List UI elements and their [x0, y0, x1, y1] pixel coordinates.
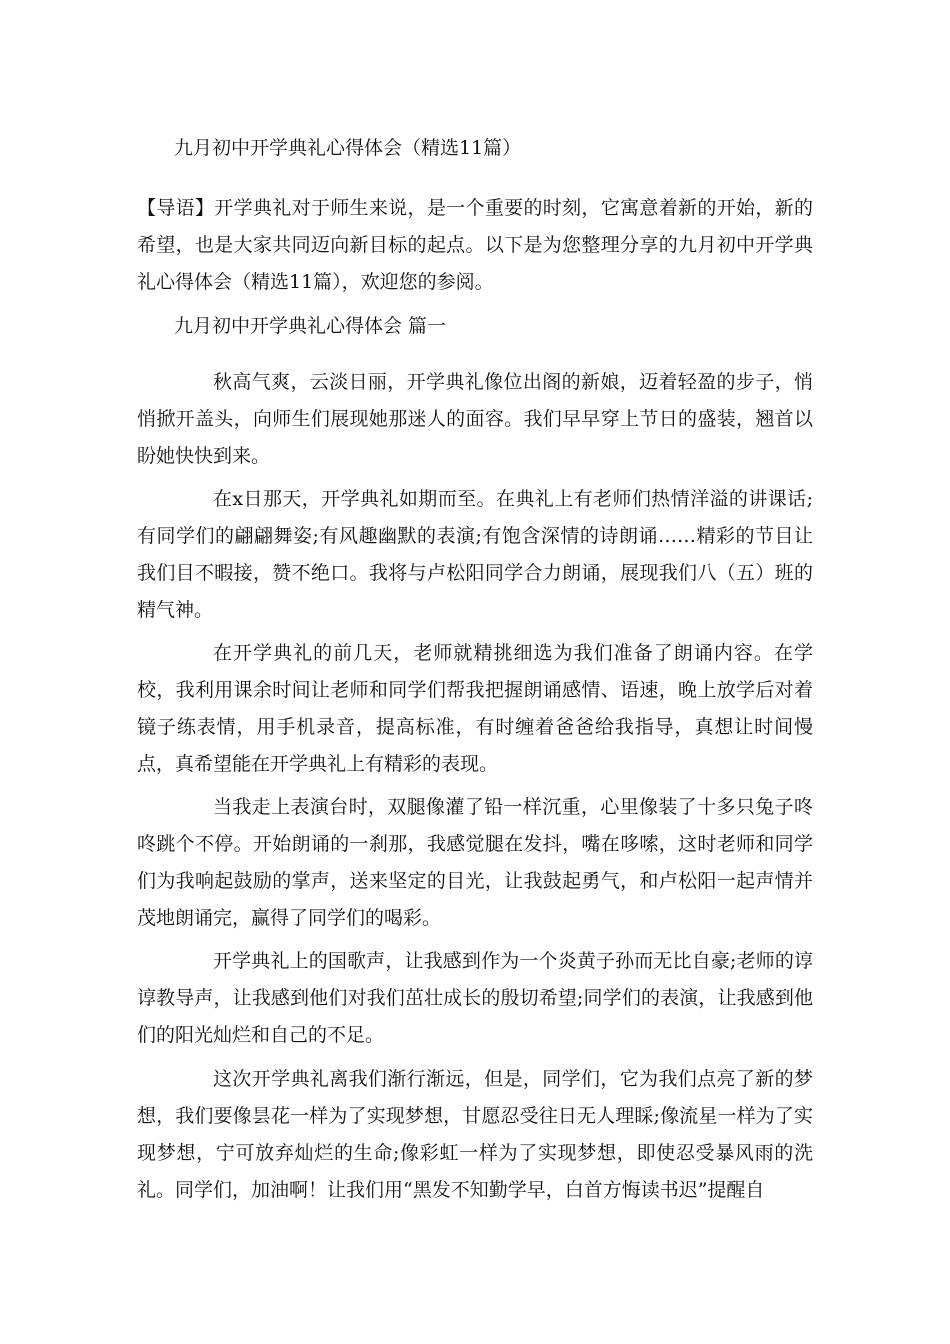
body-paragraph-3: 在开学典礼的前几天，老师就精挑细选为我们准备了朗诵内容。在学校，我利用课余时间让老师和同学们帮我把握朗诵感情、语速，晚上放学后对着镜子练表情，用手机录音，提高标准，有时缠着爸爸给我指导，真想让时间慢点，真希望能在开学典礼上有精彩的表现。	[137, 642, 813, 775]
document-title: 九月初中开学典礼心得体会（精选11篇）	[174, 137, 522, 159]
body-paragraph-4: 当我走上表演台时，双腿像灌了铅一样沉重，心里像装了十多只兔子咚咚跳个不停。开始朗诵的一刹那，我感觉腿在发抖，嘴在哆嗦，这时老师和同学们为我响起鼓励的掌声，送来坚定的目光，让我鼓起勇气，和卢松阳一起声情并茂地朗诵完，赢得了同学们的喝彩。	[137, 796, 813, 929]
body-paragraph-2: 在x日那天，开学典礼如期而至。在典礼上有老师们热情洋溢的讲课话;有同学们的翩翩舞姿;有风趣幽默的表演;有饱含深情的诗朗诵……精彩的节目让我们目不暇接，赞不绝口。我将与卢松阳同学合力朗诵，展现我们八（五）班的精气神。	[137, 488, 813, 621]
intro-paragraph: 【导语】开学典礼对于师生来说，是一个重要的时刻，它寓意着新的开始，新的希望，也是大家共同迈向新目标的起点。以下是为您整理分享的九月初中开学典礼心得体会（精选11篇），欢迎您的参阅。	[137, 197, 813, 293]
body-paragraph-1: 秋高气爽，云淡日丽，开学典礼像位出阁的新娘，迈着轻盈的步子，悄悄掀开盖头，向师生们展现她那迷人的面容。我们早早穿上节日的盛装，翘首以盼她快快到来。	[137, 371, 813, 467]
body-paragraph-6: 这次开学典礼离我们渐行渐远，但是，同学们，它为我们点亮了新的梦想，我们要像昙花一样为了实现梦想，甘愿忍受往日无人理睬;像流星一样为了实现梦想，宁可放弃灿烂的生命;像彩虹一样为了实现梦想，即使忍受暴风雨的洗礼。同学们，加油啊！让我们用“黑发不知勤学早，白首方悔读书迟”提醒自	[137, 1068, 813, 1201]
body-paragraph-5: 开学典礼上的国歌声，让我感到作为一个炎黄子孙而无比自豪;老师的谆谆教导声，让我感到他们对我们茁壮成长的殷切希望;同学们的表演，让我感到他们的阳光灿烂和自己的不足。	[137, 950, 813, 1046]
section-heading: 九月初中开学典礼心得体会 篇一	[174, 315, 447, 337]
